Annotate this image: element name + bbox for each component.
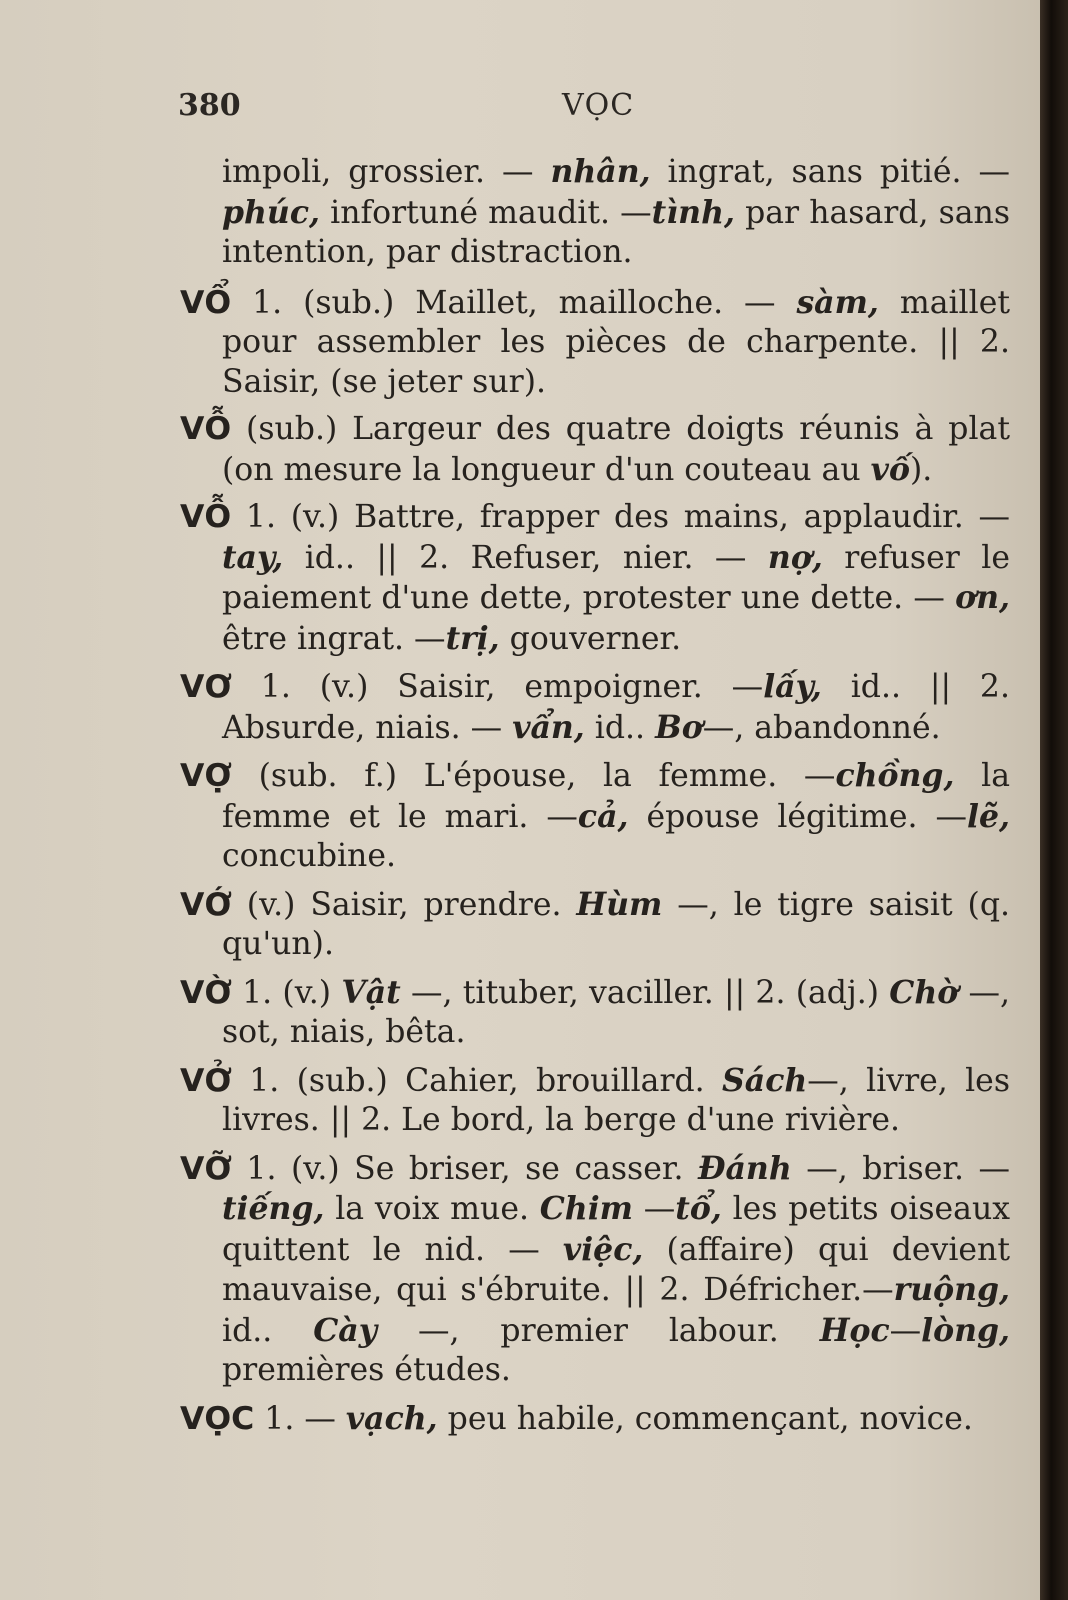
headword: VỖ <box>180 411 232 447</box>
dictionary-entry: VỢ (sub. f.) L'épouse, la femme. —chồng, la femme et le mari. —cả, épouse légitime. —lẽ, concubine. <box>180 757 1011 874</box>
headword: VỜ <box>180 974 232 1011</box>
headword: VỔ <box>180 284 232 321</box>
dictionary-entry: VỠ 1. (v.) Se briser, se casser. Đánh —, briser. — tiếng, la voix mue. Chim —tổ, les petits oiseaux quittent le nid. — việc, (affaire) qui devient mauvaise, qui s'ébruite. || 2. Défricher.—ruộng, id.. Cày —, premier labour. Học—lòng, premières études. <box>180 1149 1011 1388</box>
dictionary-entry: VỞ 1. (sub.) Cahier, brouillard. Sách—, livre, les livres. || 2. Le bord, la berge d'une rivière. <box>180 1061 1010 1138</box>
continuation-paragraph: impoli, grossier. — nhân, ingrat, sans pitié. — phúc, infortuné maudit. —tình, par hasard, sans intention, par distraction. <box>222 153 1010 270</box>
page-header <box>0 88 1040 128</box>
headword: VỖ <box>180 499 232 535</box>
dictionary-entry: VỖ 1. (v.) Battre, frapper des mains, applaudir. —tay, id.. || 2. Refuser, nier. — nợ, refuser le paiement d'une dette, protester une dette. — ơn, être ingrat. —trị, gouverner. <box>180 499 1010 657</box>
dictionary-entry: VỔ 1. (sub.) Maillet, mailloche. — sàm, maillet pour assembler les pièces de charpente. || 2. Saisir, (se jeter sur). <box>180 283 1010 400</box>
dictionary-entry: VƠ 1. (v.) Saisir, empoigner. —lấy, id.. || 2. Absurde, niais. — vẩn, id.. Bơ—, abandonné. <box>180 668 1010 746</box>
book-page-edge <box>1040 0 1068 1600</box>
dictionary-entry: VỚ (v.) Saisir, prendre. Hùm —, le tigre saisit (q. qu'un). <box>180 885 1010 962</box>
headword: VỠ <box>180 1150 232 1187</box>
headword: VỌC <box>180 1400 255 1437</box>
dictionary-entry: VỖ (sub.) Largeur des quatre doigts réunis à plat (on mesure la longueur d'un couteau au vố). <box>180 411 1010 488</box>
dictionary-entry: VỌC 1. — vạch, peu habile, commençant, novice. <box>180 1399 973 1437</box>
dictionary-text <box>180 152 1010 1447</box>
headword: VỢ <box>180 758 232 794</box>
headword: VƠ <box>180 669 232 705</box>
running-head: VỌC <box>562 88 635 123</box>
page-number: 380 <box>178 88 241 123</box>
headword: VỚ <box>180 886 232 923</box>
dictionary-entry: VỜ 1. (v.) Vật —, tituber, vaciller. || 2. (adj.) Chờ —, sot, niais, bêta. <box>180 973 1010 1050</box>
headword: VỞ <box>180 1062 232 1099</box>
